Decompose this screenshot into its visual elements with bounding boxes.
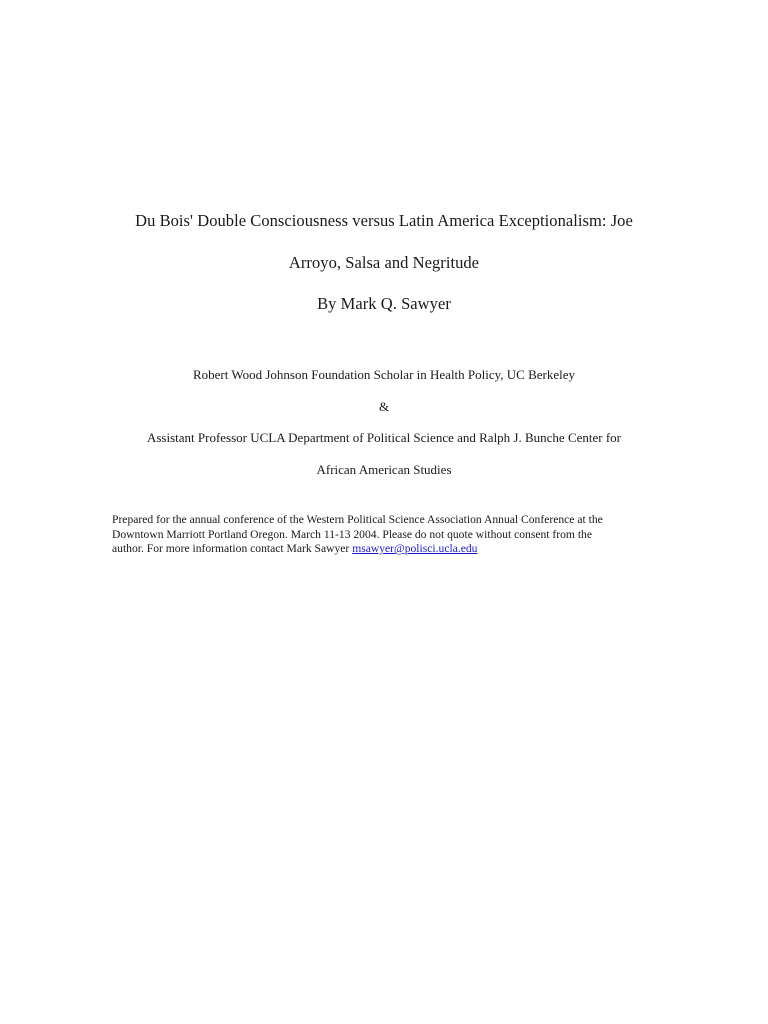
affiliation-ampersand: & bbox=[378, 399, 390, 414]
contact-text: author. For more information contact Mark Sawyer bbox=[112, 542, 353, 556]
author-byline: By Mark Q. Sawyer bbox=[317, 294, 451, 313]
conference-note-line-3 bbox=[112, 542, 672, 557]
conference-note bbox=[112, 513, 672, 557]
affiliation-berkeley: Robert Wood Johnson Foundation Scholar in Health Policy, UC Berkeley bbox=[192, 367, 576, 382]
conference-note-line-2: Downtown Marriott Portland Oregon. March 11-13 2004. Please do not quote without consent from the bbox=[112, 527, 592, 541]
title-line-1: Du Bois' Double Consciousness versus Latin America Exceptionalism: Joe bbox=[135, 211, 633, 230]
title-line-2: Arroyo, Salsa and Negritude bbox=[288, 253, 480, 272]
conference-note-line-1: Prepared for the annual conference of the Western Political Science Association Annual Conference at the bbox=[112, 513, 603, 526]
affiliation-ucla-line-2: African American Studies bbox=[316, 462, 452, 477]
email-link[interactable]: msawyer@polisci.ucla.edu bbox=[352, 542, 478, 556]
affiliation-ucla-line-1: Assistant Professor UCLA Department of Political Science and Ralph J. Bunche Center for bbox=[146, 430, 622, 445]
